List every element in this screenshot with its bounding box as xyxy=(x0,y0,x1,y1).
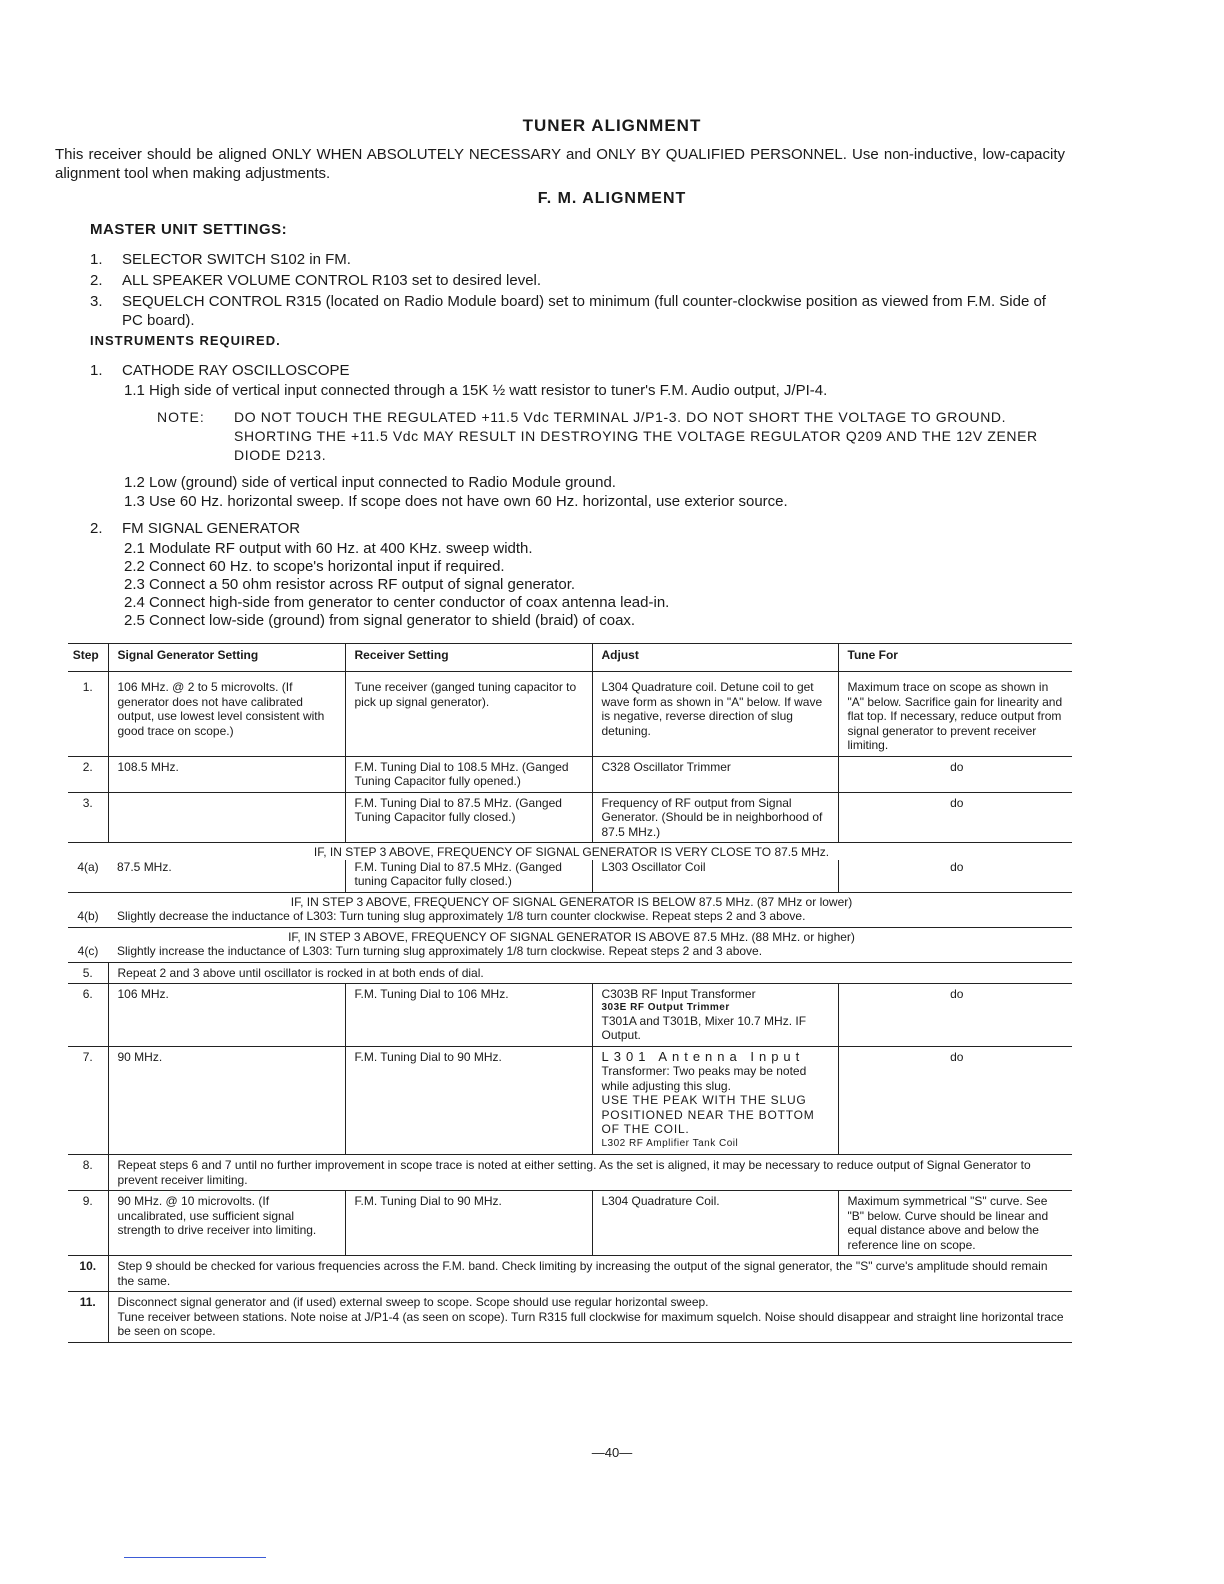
table-row xyxy=(68,756,1072,792)
list-item: 2. ALL SPEAKER VOLUME CONTROL R103 set to desired level. xyxy=(90,272,542,289)
generator-item xyxy=(90,519,1065,540)
table-row xyxy=(68,909,1072,927)
signal-cell: 106 MHz. xyxy=(108,984,345,1047)
tune-cell: do xyxy=(838,756,1072,792)
adjust-line: Transformer: Two peaks may be noted while adjusting this slug. xyxy=(601,1064,807,1093)
scope-step-1-1: 1.1 High side of vertical input connected through a 15K ½ watt resistor to tuner's F.M. Audio output, J/PI-4. xyxy=(124,382,828,399)
step-cell: 10. xyxy=(68,1256,108,1292)
signal-cell: 106 MHz. @ 2 to 5 microvolts. (If generator does not have calibrated output, use lowest level consistent with good trace on scope.) xyxy=(108,672,345,757)
section-title: F. M. ALIGNMENT xyxy=(537,190,687,207)
table-row xyxy=(68,1155,1072,1191)
table-banner-row xyxy=(68,927,1072,944)
list-item: 2.1 Modulate RF output with 60 Hz. at 400 KHz. sweep width. xyxy=(124,540,533,557)
column-header-receiver: Receiver Setting xyxy=(345,644,592,672)
tune-cell: do xyxy=(838,984,1072,1047)
instruction-cell xyxy=(108,1292,1072,1343)
footer-rule xyxy=(124,1557,266,1558)
adjust-cell: L303 Oscillator Coil xyxy=(592,860,838,893)
page-title: TUNER ALIGNMENT xyxy=(522,116,702,135)
signal-cell: 90 MHz. xyxy=(108,1046,345,1155)
table-row xyxy=(68,860,1072,893)
instruction-line: Disconnect signal generator and (if used) external sweep to scope. Scope should use regular horizontal sweep. xyxy=(117,1295,709,1309)
condition-banner: IF, IN STEP 3 ABOVE, FREQUENCY OF SIGNAL GENERATOR IS ABOVE 87.5 MHz. (88 MHz. or higher) xyxy=(288,929,855,944)
table-row xyxy=(68,792,1072,843)
step-cell: 4(b) xyxy=(68,909,108,927)
receiver-cell: F.M. Tuning Dial to 90 MHz. xyxy=(345,1191,592,1256)
table-row xyxy=(68,984,1072,1047)
tune-cell: do xyxy=(838,1046,1072,1155)
receiver-cell: F.M. Tuning Dial to 90 MHz. xyxy=(345,1046,592,1155)
generator-steps xyxy=(124,540,1064,630)
step-cell: 6. xyxy=(68,984,108,1047)
adjust-line: 303E RF Output Trimmer xyxy=(601,1001,730,1013)
column-header-step: Step xyxy=(68,644,108,672)
page-number: —40— xyxy=(591,1445,633,1460)
step-cell: 1. xyxy=(68,672,108,757)
condition-banner: IF, IN STEP 3 ABOVE, FREQUENCY OF SIGNAL GENERATOR IS VERY CLOSE TO 87.5 MHz. xyxy=(313,845,830,859)
step-cell: 7. xyxy=(68,1046,108,1155)
signal-cell: 87.5 MHz. xyxy=(108,860,345,893)
tune-cell: Maximum symmetrical "S" curve. See "B" below. Curve should be linear and equal distance above and below the reference line on scope. xyxy=(838,1191,1072,1256)
receiver-cell: F.M. Tuning Dial to 87.5 MHz. (Ganged Tuning Capacitor fully closed.) xyxy=(345,792,592,843)
signal-cell: 90 MHz. @ 10 microvolts. (If uncalibrated, use sufficient signal strength to drive receiver into limiting. xyxy=(108,1191,345,1256)
list-item: 1. CATHODE RAY OSCILLOSCOPE xyxy=(90,362,350,379)
column-header-tune: Tune For xyxy=(838,644,1072,672)
list-item: 3. SEQUELCH CONTROL R315 (located on Radio Module board) set to minimum (full counter-clockwise position as viewed from F.M. Side of PC board). xyxy=(90,293,1046,329)
scope-step-1-2: 1.2 Low (ground) side of vertical input connected to Radio Module ground. xyxy=(124,474,616,491)
signal-cell: 108.5 MHz. xyxy=(108,756,345,792)
adjust-cell xyxy=(592,984,838,1047)
condition-banner: IF, IN STEP 3 ABOVE, FREQUENCY OF SIGNAL GENERATOR IS BELOW 87.5 MHz. (87 MHz or lower) xyxy=(290,894,853,909)
column-header-signal: Signal Generator Setting xyxy=(108,644,345,672)
scope-step-1-3: 1.3 Use 60 Hz. horizontal sweep. If scope does not have own 60 Hz. horizontal, use exterior source. xyxy=(124,493,788,510)
table-banner-row xyxy=(68,892,1072,909)
table-row xyxy=(68,1191,1072,1256)
scope-item xyxy=(90,361,1065,382)
list-item: 2. FM SIGNAL GENERATOR xyxy=(90,520,301,537)
table-row xyxy=(68,1256,1072,1292)
receiver-cell: F.M. Tuning Dial to 106 MHz. xyxy=(345,984,592,1047)
step-cell: 4(c) xyxy=(68,944,108,962)
instruction-cell: Slightly decrease the inductance of L303: Turn tuning slug approximately 1/8 turn counter clockwise. Repeat steps 2 and 3 above. xyxy=(108,909,1072,927)
instruction-cell: Repeat 2 and 3 above until oscillator is rocked in at both ends of dial. xyxy=(108,962,1072,984)
table-banner-row xyxy=(68,843,1072,860)
master-settings-heading: MASTER UNIT SETTINGS: xyxy=(90,221,288,238)
warning-note xyxy=(157,408,1065,465)
adjust-cell: L304 Quadrature coil. Detune coil to get wave form as shown in "A" below. If wave is negative, reverse direction of slug detuning. xyxy=(592,672,838,757)
step-cell: 8. xyxy=(68,1155,108,1191)
list-item: 1. SELECTOR SWITCH S102 in FM. xyxy=(90,251,351,268)
table-row xyxy=(68,962,1072,984)
note-label: NOTE: xyxy=(157,409,205,425)
step-cell: 11. xyxy=(68,1292,108,1343)
instruction-cell: Slightly increase the inductance of L303: Turn turning slug approximately 1/8 turn clockwise. Repeat steps 2 and 3 above. xyxy=(108,944,1072,962)
table-row xyxy=(68,944,1072,962)
instruction-line: Tune receiver between stations. Note noise at J/P1-4 (as seen on scope). Turn R315 full clockwise for maximum squelch. Noise should disappear and straight line horizontal trace be seen on scope. xyxy=(117,1309,1064,1338)
table-header-row xyxy=(68,644,1072,672)
step-cell: 5. xyxy=(68,962,108,984)
note-text: DO NOT TOUCH THE REGULATED +11.5 Vdc TERMINAL J/P1-3. DO NOT SHORT THE VOLTAGE TO GROUND. SHORTING THE +11.5 Vdc MAY RESULT IN DESTROYING THE VOLTAGE REGULATOR Q209 AND THE 12V ZENER DIODE D213. xyxy=(234,409,1038,463)
adjust-cell: C328 Oscillator Trimmer xyxy=(592,756,838,792)
intro-paragraph: This receiver should be aligned ONLY WHEN ABSOLUTELY NECESSARY and ONLY BY QUALIFIED PERSONNEL. Use non-inductive, low-capacity alignment tool when making adjustments. xyxy=(55,146,1065,182)
step-cell: 4(a) xyxy=(68,860,108,893)
list-item: 2.4 Connect high-side from generator to center conductor of coax antenna lead-in. xyxy=(124,594,670,611)
adjust-cell: Frequency of RF output from Signal Generator. (Should be in neighborhood of 87.5 MHz.) xyxy=(592,792,838,843)
tune-cell: do xyxy=(838,860,1072,893)
adjust-cell xyxy=(592,1046,838,1155)
receiver-cell: F.M. Tuning Dial to 108.5 MHz. (Ganged Tuning Capacitor fully opened.) xyxy=(345,756,592,792)
adjust-line: L302 RF Amplifier Tank Coil xyxy=(601,1137,739,1149)
step-cell: 3. xyxy=(68,792,108,843)
adjust-line: L301 Antenna Input xyxy=(601,1048,805,1064)
list-item: 2.5 Connect low-side (ground) from signal generator to shield (braid) of coax. xyxy=(124,612,636,629)
step-cell: 2. xyxy=(68,756,108,792)
table-row xyxy=(68,1292,1072,1343)
adjust-line: USE THE PEAK WITH THE SLUG POSITIONED NEAR THE BOTTOM OF THE COIL. xyxy=(601,1093,815,1136)
receiver-cell: F.M. Tuning Dial to 87.5 MHz. (Ganged tuning Capacitor fully closed.) xyxy=(345,860,592,893)
step-cell: 9. xyxy=(68,1191,108,1256)
master-settings-list xyxy=(90,250,1065,332)
instruction-cell: Repeat steps 6 and 7 until no further improvement in scope trace is noted at either setting. As the set is aligned, it may be necessary to reduce output of Signal Generator to prevent receiver limiting. xyxy=(108,1155,1072,1191)
adjust-line: T301A and T301B, Mixer 10.7 MHz. IF Output. xyxy=(601,1013,807,1042)
alignment-table xyxy=(68,643,1072,1343)
tune-cell: Maximum trace on scope as shown in "A" below. Sacrifice gain for linearity and flat top. If necessary, reduce output from signal generator to prevent receiver limiting. xyxy=(838,672,1072,757)
table-row xyxy=(68,1046,1072,1155)
instruments-heading: INSTRUMENTS REQUIRED. xyxy=(90,333,281,348)
list-item: 2.3 Connect a 50 ohm resistor across RF output of signal generator. xyxy=(124,576,576,593)
tune-cell: do xyxy=(838,792,1072,843)
signal-cell xyxy=(108,792,345,843)
list-item: 2.2 Connect 60 Hz. to scope's horizontal input if required. xyxy=(124,558,505,575)
adjust-line: C303B RF Input Transformer xyxy=(601,987,756,1001)
instruction-cell: Step 9 should be checked for various frequencies across the F.M. band. Check limiting by increasing the output of the signal generator, the "S" curve's amplitude should remain the same. xyxy=(108,1256,1072,1292)
receiver-cell: Tune receiver (ganged tuning capacitor to pick up signal generator). xyxy=(345,672,592,757)
column-header-adjust: Adjust xyxy=(592,644,838,672)
adjust-cell: L304 Quadrature Coil. xyxy=(592,1191,838,1256)
table-row xyxy=(68,672,1072,757)
